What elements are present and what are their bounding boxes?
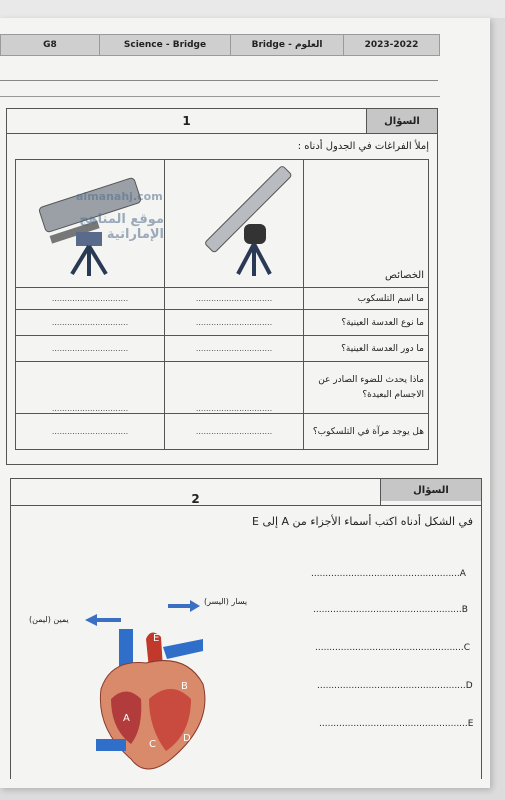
answer-blank[interactable]: ..............................	[165, 336, 304, 362]
watermark-site: almanahj.com	[76, 190, 163, 203]
answer-blank[interactable]: ..............................	[16, 414, 165, 450]
question-row: هل يوجد مرآة في التلسكوب؟	[304, 414, 429, 450]
top-strip	[0, 0, 505, 18]
question-1-instruction: إملأ الفراغات في الجدول أدناه :	[297, 141, 429, 152]
header-subject-mixed: Bridge - العلوم	[231, 35, 344, 55]
question-label: السؤال	[367, 109, 437, 133]
properties-header: الخصائص	[304, 160, 429, 288]
answer-blank[interactable]: ..............................	[165, 414, 304, 450]
left-side-label: يسار (اليسر)	[204, 597, 248, 606]
telescope-image-cell	[16, 160, 165, 288]
question-number: 2	[11, 479, 381, 505]
answer-blank: ....................................................	[319, 719, 468, 729]
answer-line-b[interactable]	[313, 605, 468, 615]
refracting-telescope-image	[174, 162, 299, 282]
answer-blank[interactable]: ..............................	[165, 288, 304, 310]
question-1-header	[7, 109, 437, 134]
question-2-header	[11, 479, 481, 506]
header-subject-en: Science - Bridge	[100, 35, 231, 55]
answer-letter: E	[467, 719, 474, 729]
question-1-box	[6, 108, 438, 465]
answer-line-d[interactable]	[317, 681, 473, 691]
question-number: 1	[7, 109, 367, 133]
question-row: ما دور العدسة العينية؟	[304, 336, 429, 362]
answer-line-a[interactable]	[311, 569, 466, 579]
heart-letter: B	[181, 681, 188, 692]
heart-diagram	[91, 629, 221, 779]
answer-letter: A	[459, 569, 466, 579]
answer-blank[interactable]: ..............................	[16, 310, 165, 336]
question-row: ماذا يحدث للضوء الصادر عن الاجسام البعيدة؟	[304, 362, 429, 414]
heart-letter: E	[153, 633, 160, 644]
header-bar	[0, 34, 440, 56]
header-year: 2023-2022	[364, 40, 419, 50]
left-arrow-icon	[83, 613, 123, 627]
answer-blank[interactable]: ..............................	[16, 288, 165, 310]
telescope-image-cell	[165, 160, 304, 288]
question-2-box	[10, 478, 482, 779]
answer-letter: D	[465, 681, 473, 691]
answer-blank: ....................................................	[317, 681, 466, 691]
answer-blank: ....................................................	[313, 605, 462, 615]
heart-letter: D	[183, 733, 191, 744]
right-side-label: يمين (ليمن)	[29, 615, 69, 624]
answer-line-e[interactable]	[319, 719, 473, 729]
question-2-instruction: في الشكل أدناه اكتب أسماء الأجزاء من A إلى E	[252, 515, 473, 528]
divider	[0, 80, 438, 81]
answer-letter: C	[463, 643, 471, 653]
right-arrow-icon	[166, 599, 202, 613]
properties-table	[15, 159, 429, 450]
question-label: السؤال	[381, 479, 481, 501]
question-row: ما اسم التلسكوب	[304, 288, 429, 310]
answer-blank[interactable]: ..............................	[16, 362, 165, 414]
answer-blank: ....................................................	[311, 569, 460, 579]
heart-letter: A	[123, 713, 130, 724]
heart-letter: C	[149, 739, 156, 750]
answer-blank[interactable]: ..............................	[16, 336, 165, 362]
question-row: ما نوع العدسة العينية؟	[304, 310, 429, 336]
watermark-arabic: موقع المناهج الإماراتية	[79, 212, 164, 242]
answer-blank[interactable]: ..............................	[165, 310, 304, 336]
answer-letter: B	[461, 605, 468, 615]
answer-line-c[interactable]	[315, 643, 470, 653]
header-grade: G8	[1, 35, 100, 55]
divider	[0, 96, 440, 97]
answer-blank: ....................................................	[315, 643, 464, 653]
answer-blank[interactable]: ..............................	[165, 362, 304, 414]
